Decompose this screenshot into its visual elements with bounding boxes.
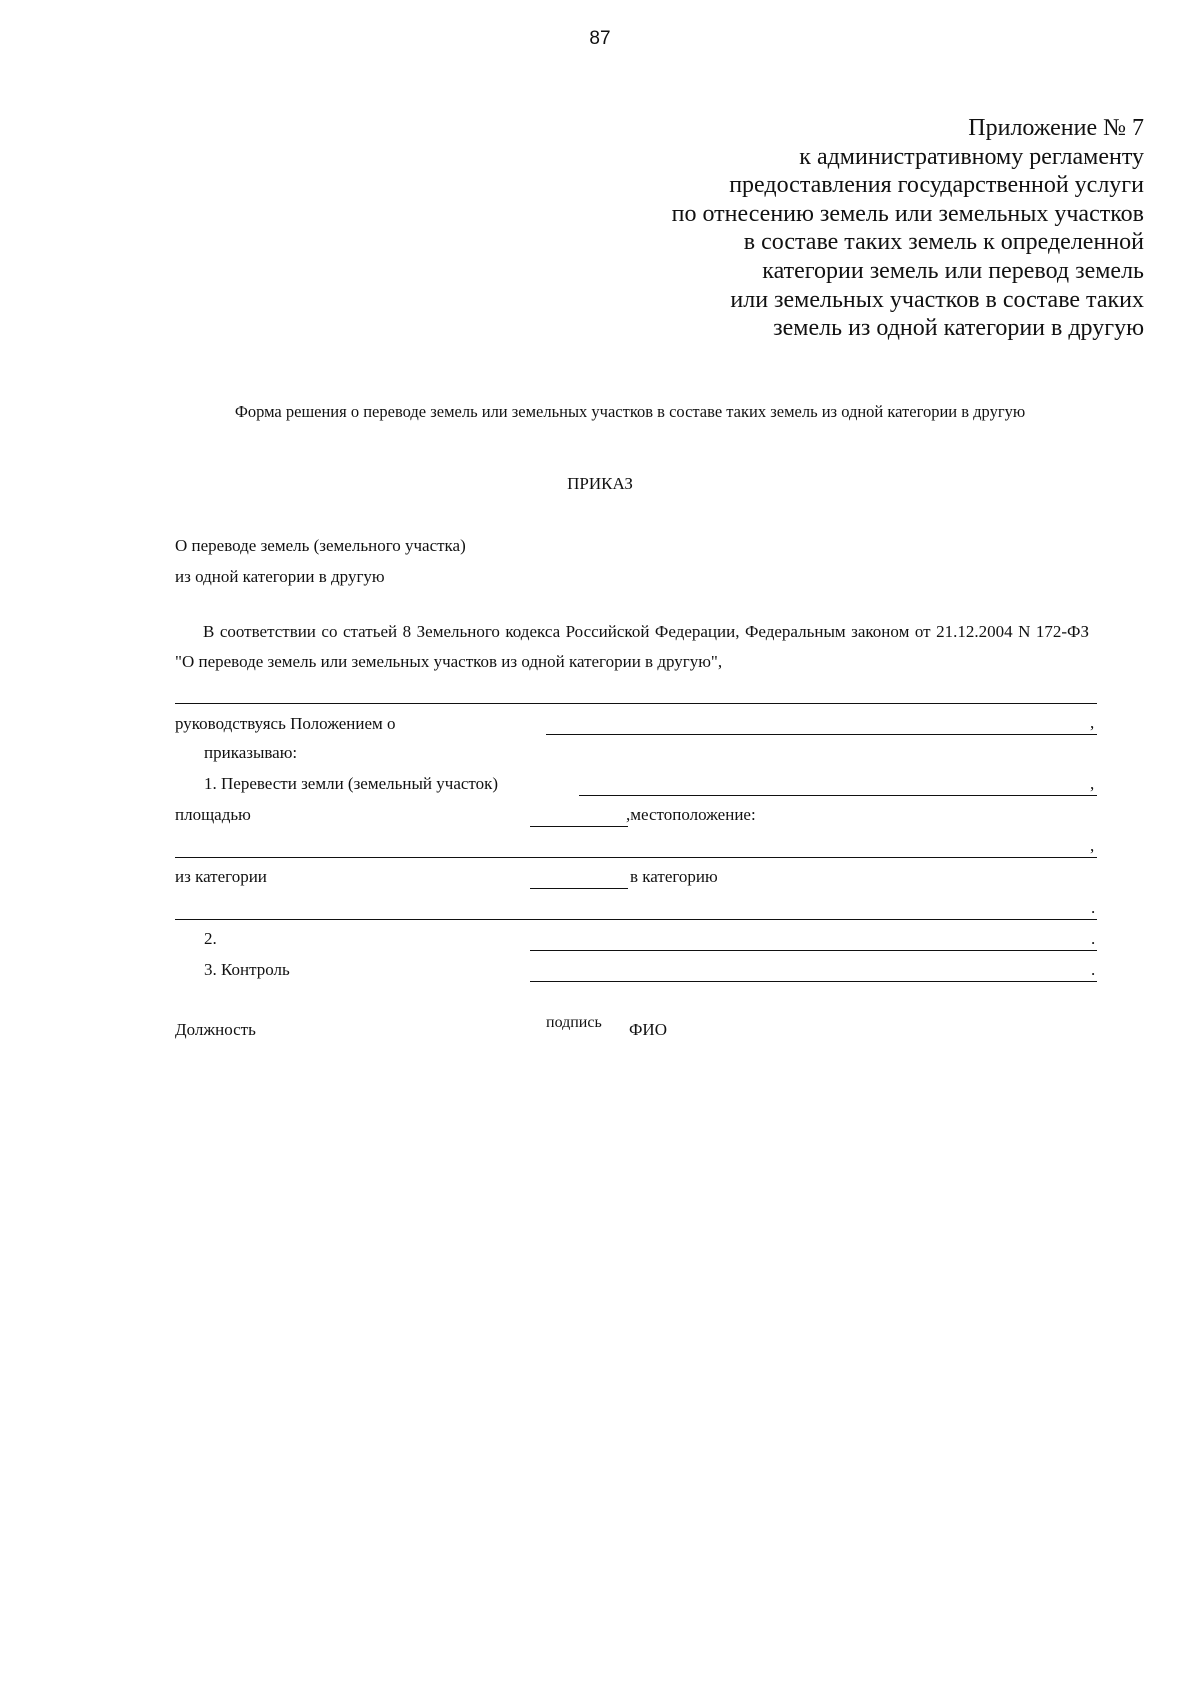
appendix-line: земель из одной категории в другую <box>773 315 1144 342</box>
page-number: 87 <box>589 28 611 49</box>
item2-label: 2. <box>204 929 217 948</box>
period: . <box>1091 960 1096 979</box>
appendix-line: предоставления государственной услуги <box>729 172 1144 199</box>
appendix-line: по отнесению земель или земельных участков <box>671 200 1144 227</box>
intro-paragraph: В соответствии со статьей 8 Земельного кодекса Российской Федерации, Федеральным законом от 21.12.2004 N 172-ФЗ "О переводе земель или земельных участков из одной категории в другую", <box>175 622 1089 671</box>
order-title: ПРИКАЗ <box>567 474 633 493</box>
comma: , <box>1090 774 1095 793</box>
blank-line-intro[interactable] <box>175 703 1097 704</box>
location-label: ,местоположение: <box>626 805 756 824</box>
appendix-header <box>672 114 1144 343</box>
regulation-field[interactable] <box>546 734 1097 735</box>
to-category-field[interactable] <box>175 919 1097 920</box>
to-category-label: в категорию <box>630 867 718 886</box>
position-label: Должность <box>175 1020 256 1039</box>
item3-label: 3. Контроль <box>204 960 290 979</box>
appendix-line: Приложение № 7 <box>968 115 1144 141</box>
form-title: Форма решения о переводе земель или земельных участков в составе таких земель из одной категории в другую <box>234 402 1026 421</box>
from-category-field[interactable] <box>530 888 628 889</box>
comma: , <box>1090 713 1095 732</box>
from-category-label: из категории <box>175 867 267 886</box>
item1-label: 1. Перевести земли (земельный участок) <box>204 774 499 793</box>
comma: , <box>1090 836 1095 855</box>
location-field[interactable] <box>175 857 1097 858</box>
item2-field[interactable] <box>530 950 1097 951</box>
area-field[interactable] <box>530 826 628 827</box>
appendix-line: категории земель или перевод земель <box>762 257 1144 284</box>
control-field[interactable] <box>530 981 1097 982</box>
guided-label: руководствуясь Положением о <box>175 714 396 733</box>
order-label: приказываю: <box>204 743 298 762</box>
order-subject-line2: из одной категории в другую <box>175 567 385 586</box>
name-label: ФИО <box>629 1020 667 1039</box>
appendix-line: или земельных участков в составе таких <box>730 286 1144 313</box>
order-subject-line1: О переводе земель (земельного участка) <box>175 536 466 555</box>
area-label: площадью <box>175 805 251 824</box>
period: . <box>1091 929 1096 948</box>
land-field[interactable] <box>579 795 1097 796</box>
appendix-line: к административному регламенту <box>799 143 1144 170</box>
period: . <box>1091 898 1096 917</box>
appendix-line: в составе таких земель к определенной <box>743 229 1144 256</box>
signature-label: подпись <box>546 1014 602 1031</box>
